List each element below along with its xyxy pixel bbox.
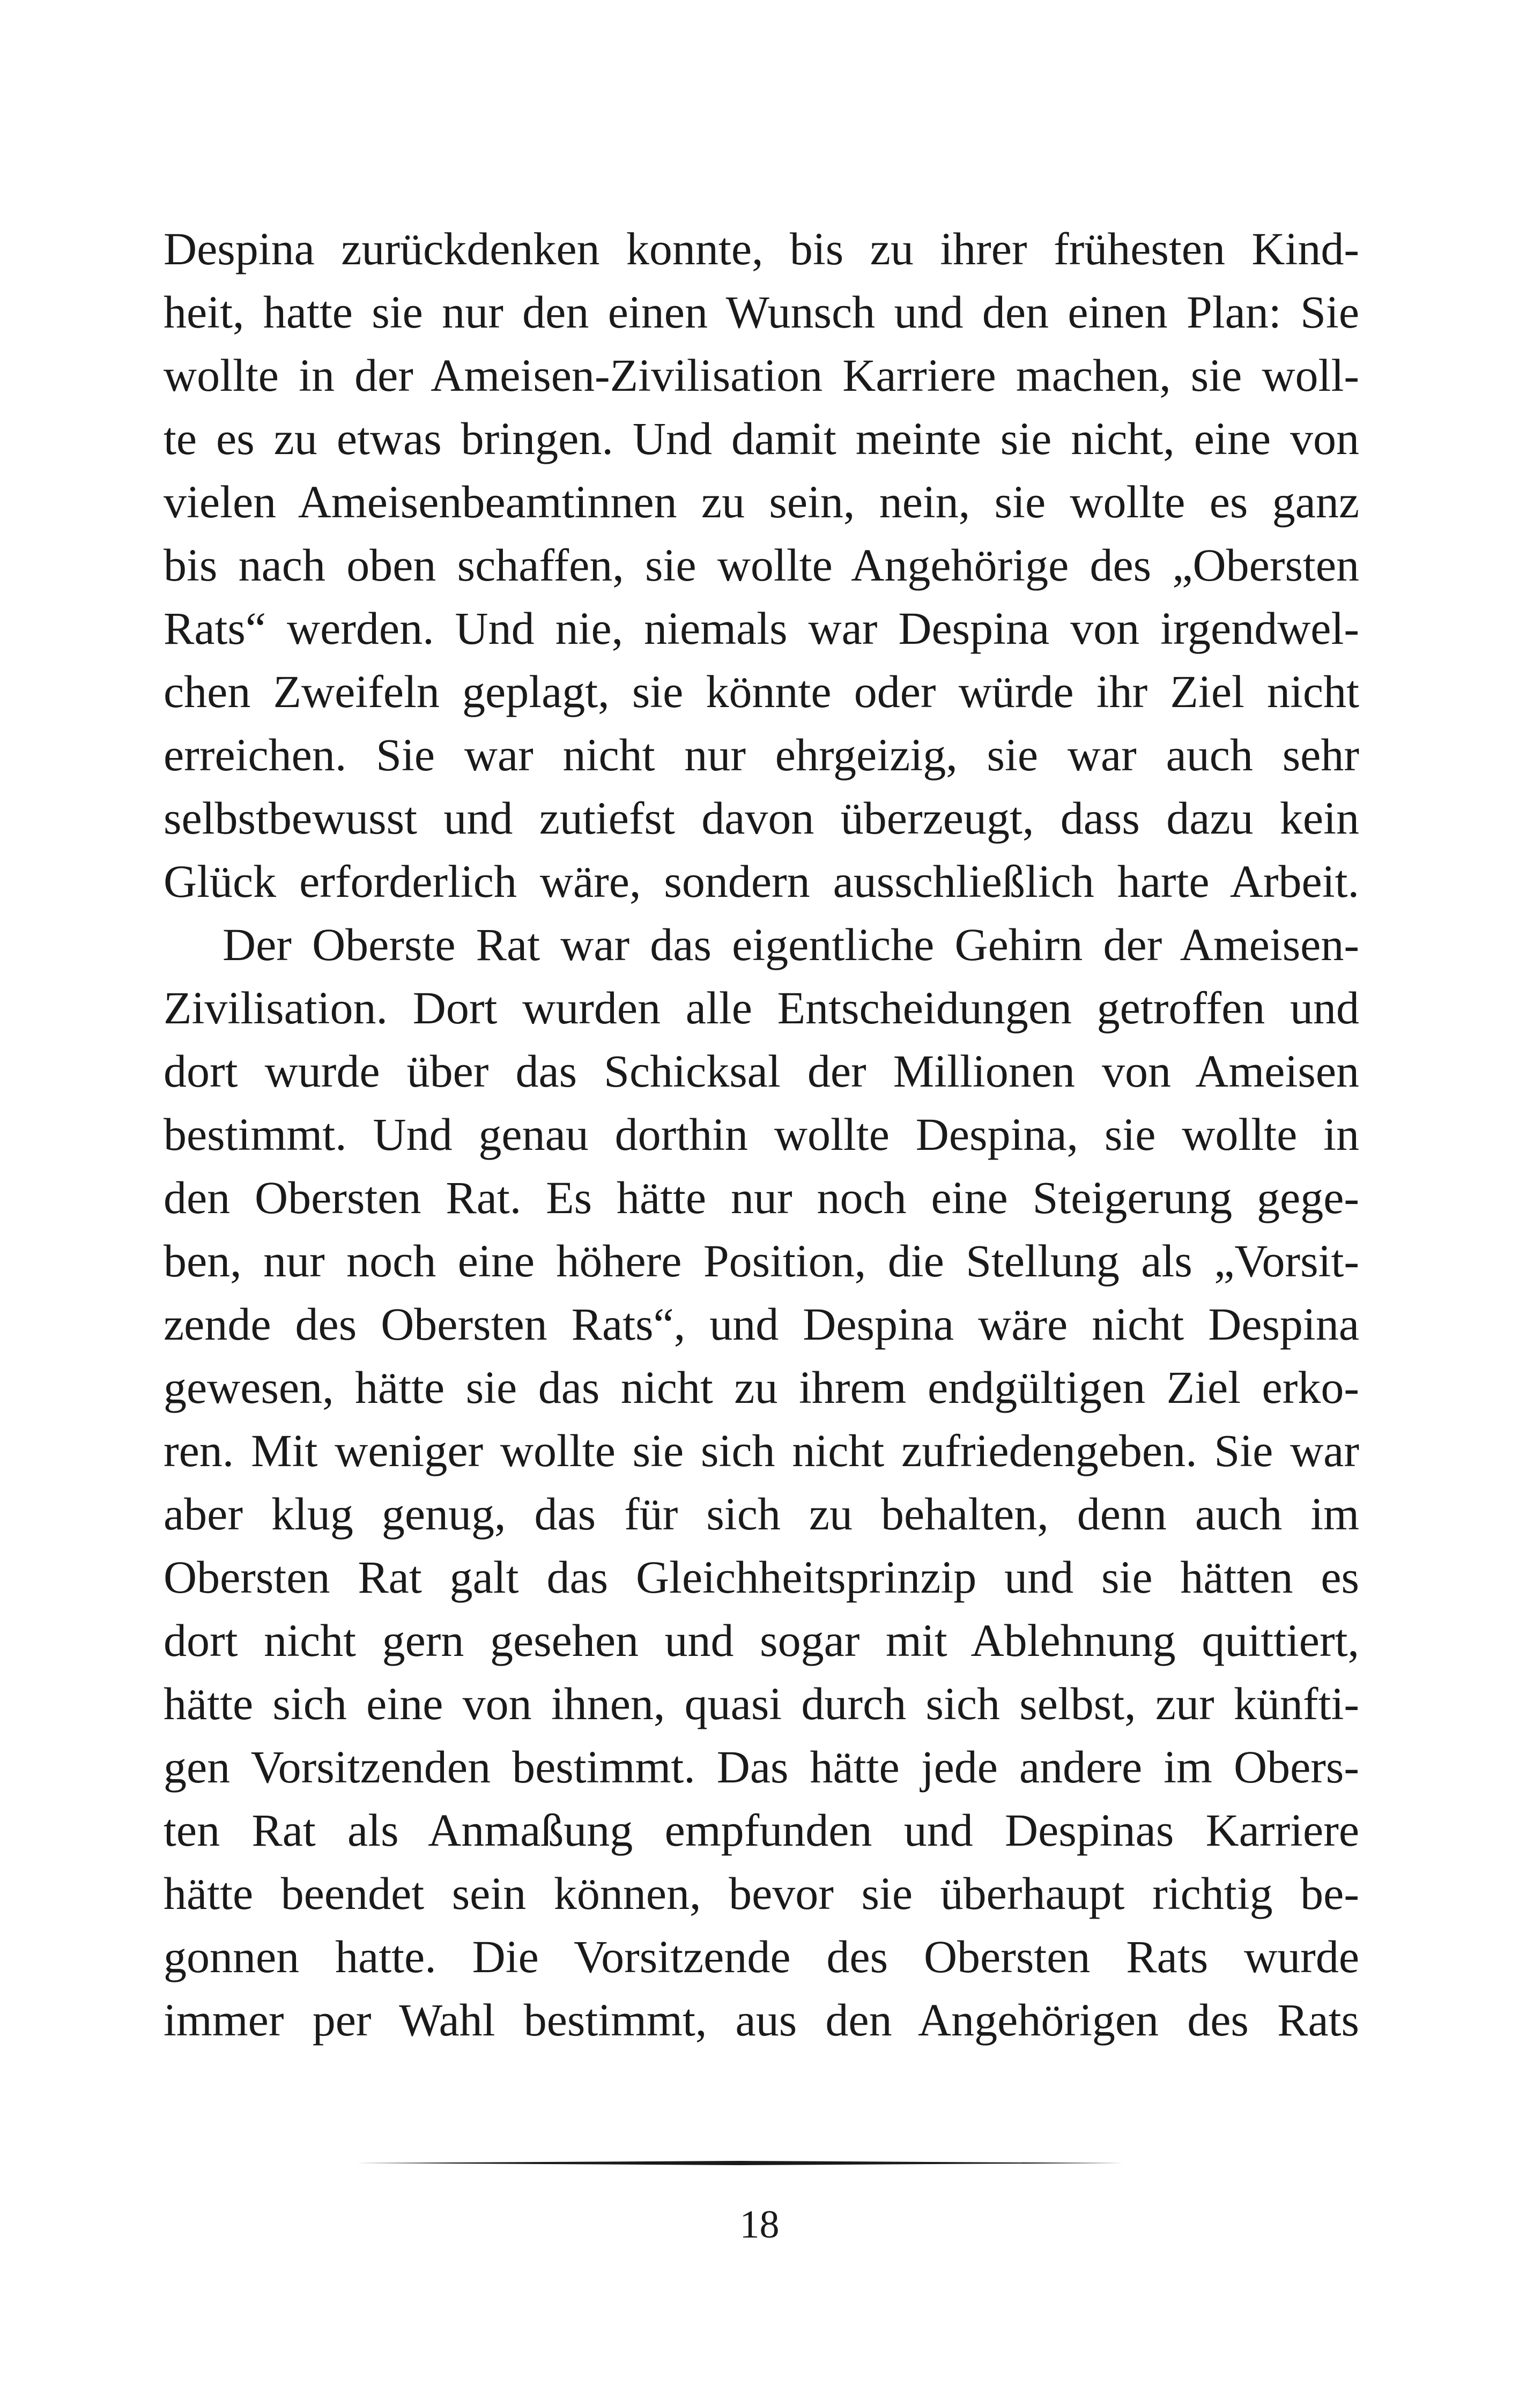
- text-line: Rats“ werden. Und nie, niemals war Despina von irgendwel-: [164, 603, 1359, 654]
- page-number: 18: [739, 2203, 780, 2247]
- footer-divider: [357, 2160, 1123, 2166]
- text-line: ren. Mit weniger wollte sie sich nicht zufriedengeben. Sie war: [164, 1425, 1359, 1476]
- text-line: wollte in der Ameisen-Zivilisation Karriere machen, sie woll-: [164, 350, 1359, 401]
- text-line: gonnen hatte. Die Vorsitzende des Obersten Rats wurde: [164, 1931, 1359, 1982]
- text-line: gen Vorsitzenden bestimmt. Das hätte jede andere im Obers-: [164, 1741, 1359, 1793]
- text-line: hätte beendet sein können, bevor sie überhaupt richtig be-: [164, 1868, 1359, 1919]
- text-line: Obersten Rat galt das Gleichheitsprinzip und sie hätten es: [164, 1551, 1359, 1603]
- text-line: selbstbewusst und zutiefst davon überzeugt, dass dazu kein: [164, 792, 1359, 844]
- paragraph-start-line: Der Oberste Rat war das eigentliche Gehirn der Ameisen-: [223, 919, 1359, 970]
- text-line: erreichen. Sie war nicht nur ehrgeizig, sie war auch sehr: [164, 729, 1359, 781]
- text-line: Despina zurückdenken konnte, bis zu ihrer frühesten Kind-: [164, 223, 1359, 274]
- text-line: ten Rat als Anmaßung empfunden und Despinas Karriere: [164, 1804, 1359, 1856]
- text-line: chen Zweifeln geplagt, sie könnte oder würde ihr Ziel nicht: [164, 666, 1359, 717]
- text-line: bestimmt. Und genau dorthin wollte Despina, sie wollte in: [164, 1109, 1359, 1160]
- text-line: vielen Ameisenbeamtinnen zu sein, nein, sie wollte es ganz: [164, 476, 1359, 527]
- text-line: ben, nur noch eine höhere Position, die Stellung als „Vorsit-: [164, 1235, 1359, 1287]
- text-line: immer per Wahl bestimmt, aus den Angehörigen des Rats: [164, 1994, 1359, 2046]
- text-line: Glück erforderlich wäre, sondern ausschließlich harte Arbeit.: [164, 856, 1359, 907]
- text-line: den Obersten Rat. Es hätte nur noch eine Steigerung gege-: [164, 1172, 1359, 1223]
- text-line: gewesen, hätte sie das nicht zu ihrem endgültigen Ziel erko-: [164, 1362, 1359, 1413]
- text-line: dort wurde über das Schicksal der Millionen von Ameisen: [164, 1045, 1359, 1097]
- text-line: te es zu etwas bringen. Und damit meinte sie nicht, eine von: [164, 413, 1359, 464]
- text-line: aber klug genug, das für sich zu behalten, denn auch im: [164, 1488, 1359, 1540]
- text-line: heit, hatte sie nur den einen Wunsch und den einen Plan: Sie: [164, 286, 1359, 338]
- text-line: Zivilisation. Dort wurden alle Entscheidungen getroffen und: [164, 982, 1359, 1034]
- text-line: hätte sich eine von ihnen, quasi durch sich selbst, zur künfti-: [164, 1678, 1359, 1729]
- text-line: zende des Obersten Rats“, und Despina wäre nicht Despina: [164, 1298, 1359, 1350]
- text-line: dort nicht gern gesehen und sogar mit Ablehnung quittiert,: [164, 1615, 1359, 1666]
- body-text: [164, 217, 1359, 2052]
- text-line: bis nach oben schaffen, sie wollte Angehörige des „Obersten: [164, 539, 1359, 591]
